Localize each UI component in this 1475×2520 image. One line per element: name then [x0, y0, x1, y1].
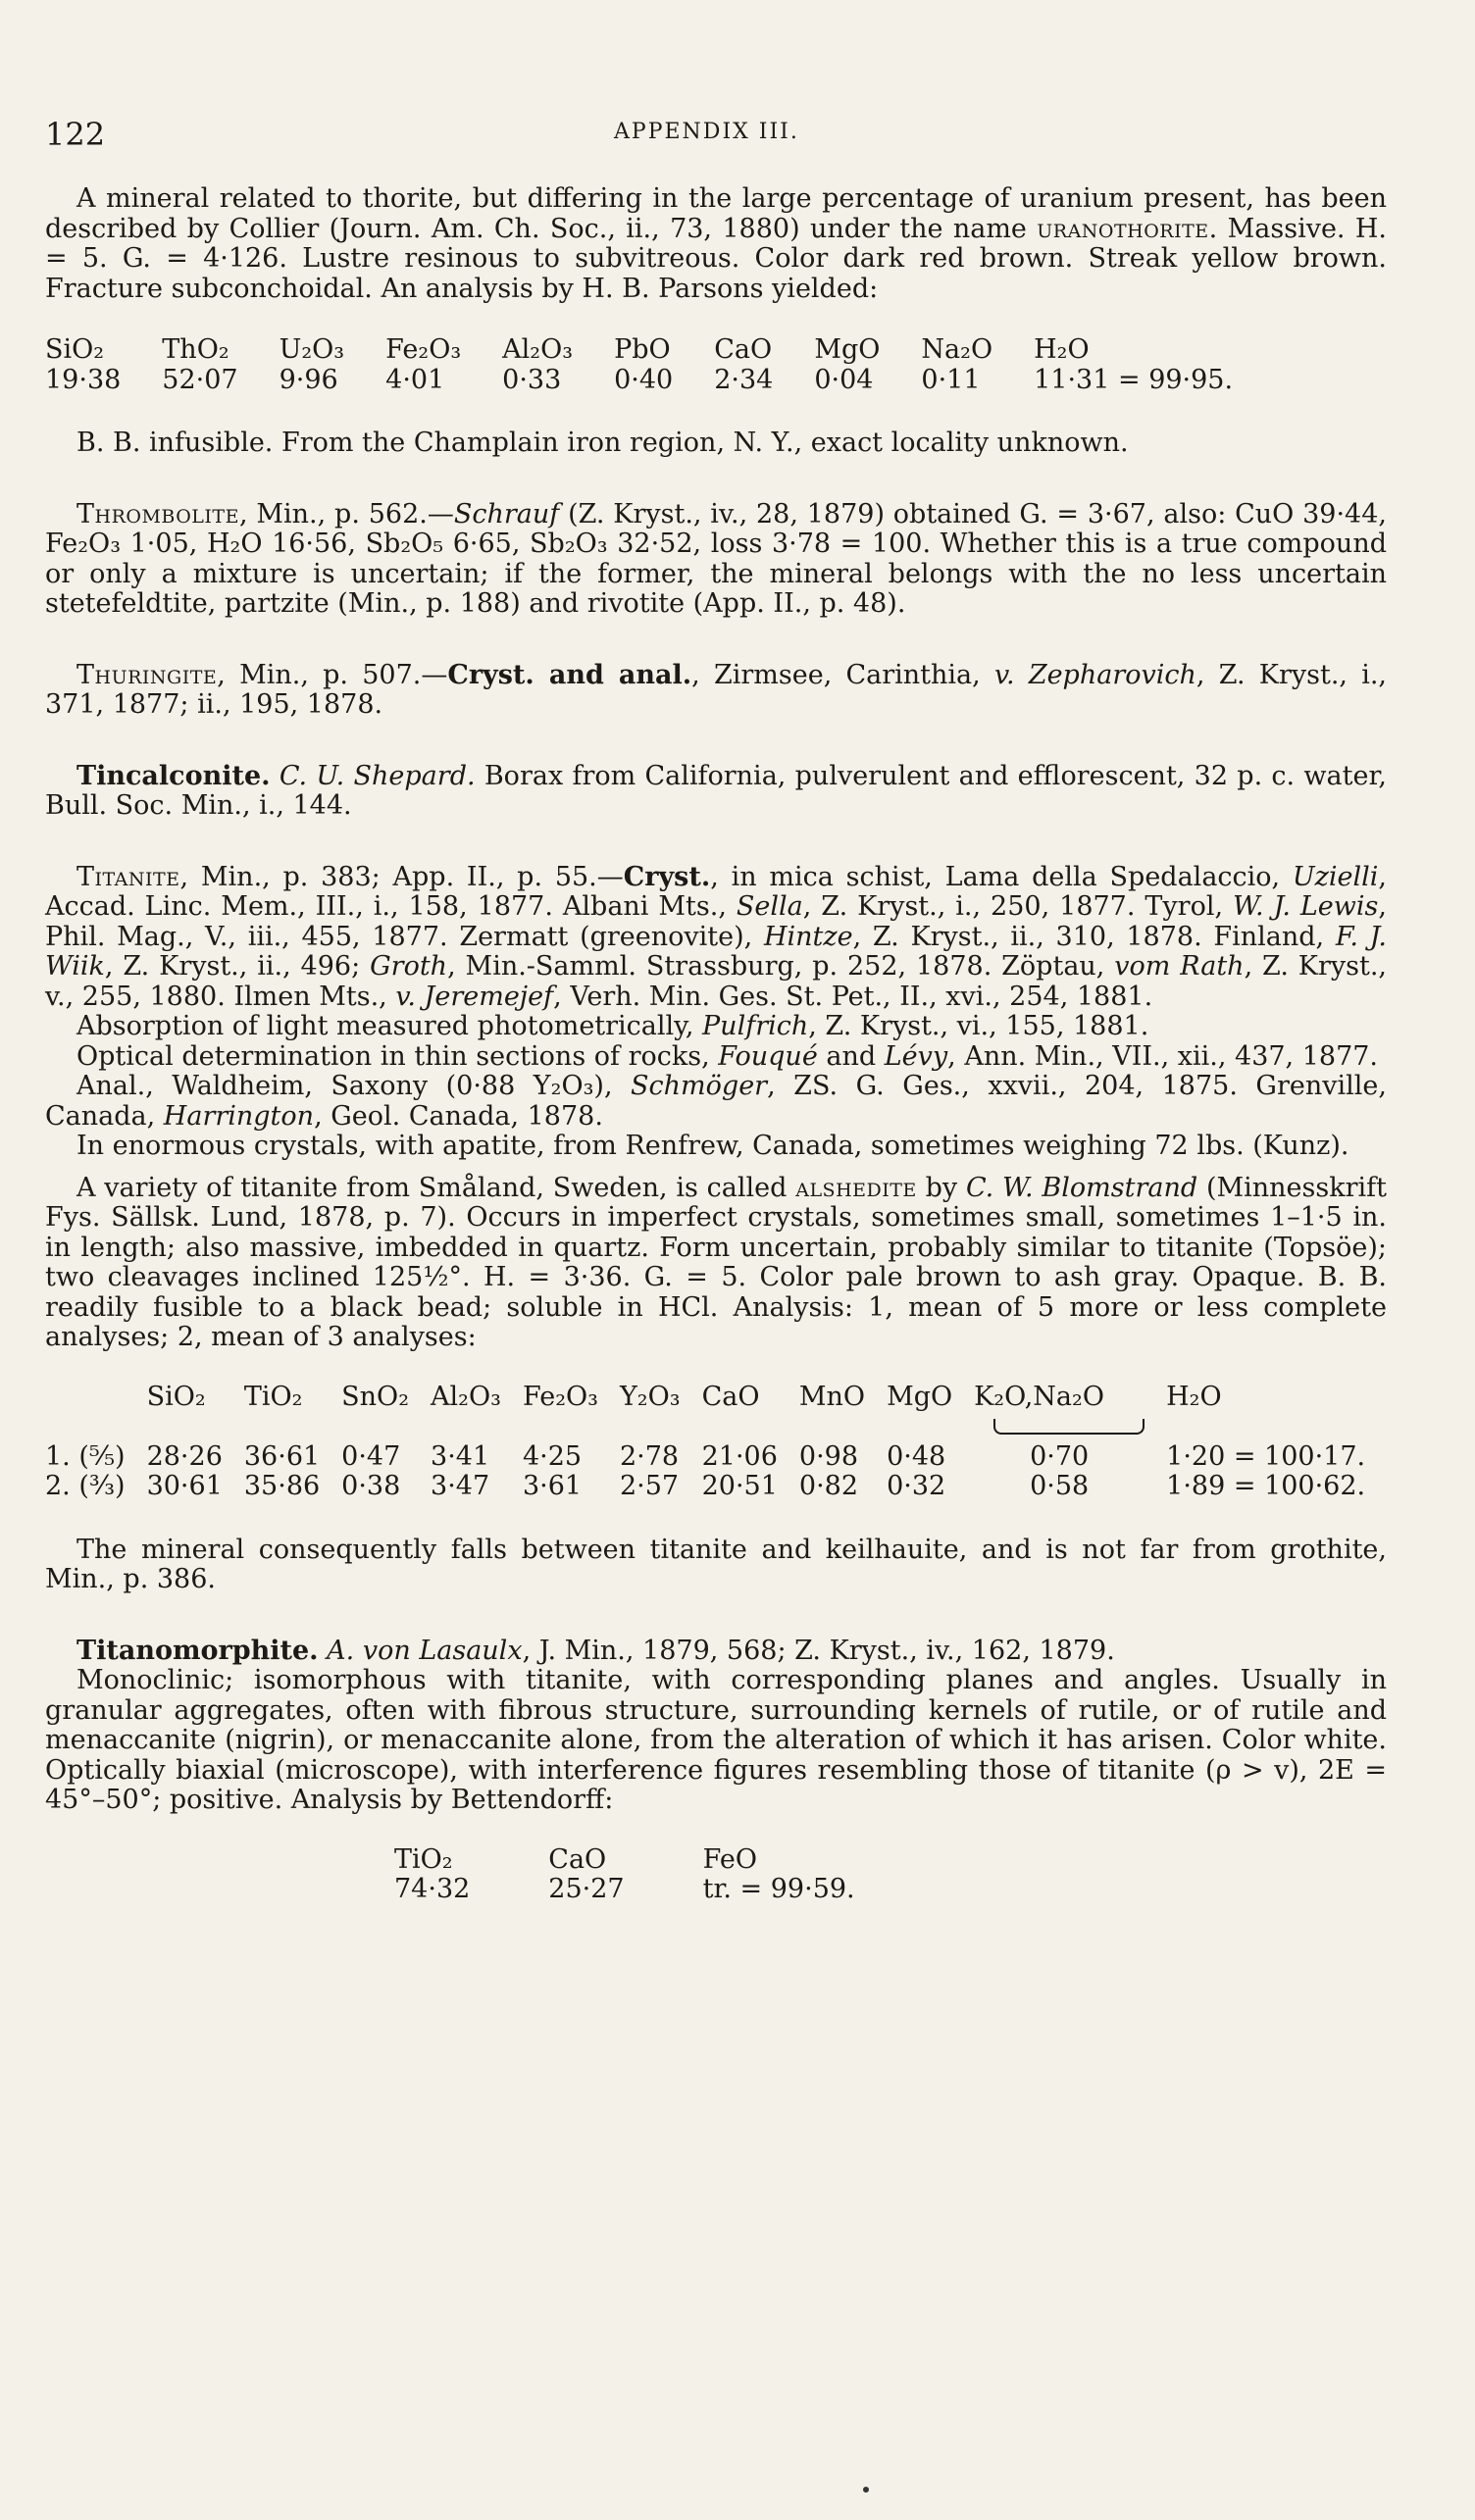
print-mark: [863, 2487, 869, 2493]
mineral-name-uranothorite: uranothorite: [1037, 213, 1209, 244]
titanomorphite-analysis-table: TiO₂ CaO FeO 74·32 25·27 tr. = 99·59.: [394, 1843, 855, 1904]
titanite-optical: Optical determination in thin sections of rocks, Fouqué and Lévy, Ann. Min., VII., xii., 437, 1877.: [76, 1040, 1379, 1072]
uranothorite-analysis-table: SiO₂ ThO₂ U₂O₃ Fe₂O₃ Al₂O₃ PbO CaO MgO Na₂O H₂O 19·38 52·07 9·96 4·01 0·33 0·40 2·34 0·04 0·11 11·31 = 99·95.: [45, 334, 1234, 395]
uranothorite-paragraph: A mineral related to thorite, but differing in the large percentage of uranium present, has been described by Collier (Journ. Am. Ch. Soc., ii., 73, 1880) under the name uranothorite. Massive. H. = 5. G. = 4·126. Lustre resinous to subvitreous. Color dark red brown. Streak yellow brown. Fracture subconchoidal. An analysis by H. B. Parsons yielded:: [45, 183, 1387, 304]
mineral-name-thrombolite: Thrombolite: [76, 498, 239, 529]
alshedite-analysis-table: SiO₂ TiO₂ SnO₂ Al₂O₃ Fe₂O₃ Y₂O₃ CaO MnO MgO K₂O,Na₂O H₂O 1. (⁵⁄₅) 28·26 36·61 0·47 3·41 4·25 2·78 21·06 0·98 0·48 0·70 1·20 = 100·17. 2. (³⁄₃) 30·61 35·86 0·38 3·47 3·61 2·57 20·51 0·82 0·32 0·58 1·89 = 100·62.: [45, 1383, 1387, 1502]
titanite-crystals: In enormous crystals, with apatite, from Renfrew, Canada, sometimes weighing 72 lbs. (Kunz).: [76, 1131, 1349, 1161]
page-header: [45, 116, 1387, 155]
titanite-entry: Titanite, Min., p. 383; App. II., p. 55.—Cryst., in mica schist, Lama della Spedalaccio, Uzielli, Accad. Linc. Mem., III., i., 158, 1877. Albani Mts., Sella, Z. Kryst., i., 250, 1877. Tyrol, W. J. Lewis, Phil. Mag., V., iii., 455, 1877. Zermatt (greenovite), Hintze, Z. Kryst., ii., 310, 1878. Finland, F. J. Wiik, Z. Kryst., ii., 496; Groth, Min.-Samml. Strassburg, p. 252, 1878. Zöptau, vom Rath, Z. Kryst., v., 255, 1880. Ilmen Mts., v. Jeremejef, Verh. Min. Ges. St. Pet., II., xvi., 254, 1881.: [45, 861, 1388, 1012]
mineral-name-thuringite: Thuringite: [76, 659, 218, 690]
titanomorphite-description: Monoclinic; isomorphous with titanite, with corresponding planes and angles. Usually in granular aggregates, often with fibrous structure, surrounding kernels of rutile, or of rutile and menaccanite (nigrin), or menaccanite alone, from the alteration of which it has arisen. Color white. Optically biaxial (microscope), with interference figures resembling those of titanite (ρ > v), 2E = 45°–50°; positive. Analysis by Bettendorff:: [45, 1665, 1387, 1815]
page-number: 122: [45, 116, 106, 153]
mineral-name-titanite: Titanite: [76, 861, 180, 892]
table-row: 1. (⁵⁄₅) 28·26 36·61 0·47 3·41 4·25 2·78 21·06 0·98 0·48 0·70 1·20 = 100·17.: [45, 1440, 1366, 1472]
mineral-name-titanomorphite: Titanomorphite.: [76, 1635, 319, 1666]
thrombolite-entry: Thrombolite, Min., p. 562.—Schrauf (Z. Kryst., iv., 28, 1879) obtained G. = 3·67, also: CuO 39·44, Fe₂O₃ 1·05, H₂O 16·56, Sb₂O₅ 6·65, Sb₂O₃ 32·52, loss 3·78 = 100. Whether this is a true compound or only a mixture is uncertain; if the former, the mineral belongs with the no less uncertain stetefeldtite, partzite (Min., p. 188) and rivotite (App. II., p. 48).: [45, 498, 1387, 619]
mineral-name-tincalconite: Tincalconite.: [76, 760, 271, 791]
mineral-name-alshedite: alshedite: [795, 1172, 917, 1203]
table-row: 2. (³⁄₃) 30·61 35·86 0·38 3·47 3·61 2·57 20·51 0·82 0·32 0·58 1·89 = 100·62.: [45, 1471, 1366, 1501]
tincalconite-entry: Tincalconite. C. U. Shepard. Borax from California, pulverulent and efflorescent, 32 p. c. water, Bull. Soc. Min., i., 144.: [45, 760, 1387, 821]
titanite-analysis-ref: Anal., Waldheim, Saxony (0·88 Y₂O₃), Schmöger, ZS. G. Ges., xxvii., 204, 1875. Grenville, Canada, Harrington, Geol. Canada, 1878.: [45, 1071, 1387, 1132]
titanite-conclusion: The mineral consequently falls between titanite and keilhauite, and is not far from grothite, Min., p. 386.: [45, 1534, 1387, 1594]
titanomorphite-entry: Titanomorphite. A. von Lasaulx, J. Min., 1879, 568; Z. Kryst., iv., 162, 1879.: [76, 1635, 1115, 1666]
running-head: APPENDIX III.: [614, 120, 799, 144]
brace-mark: [993, 1419, 1144, 1435]
thuringite-entry: Thuringite, Min., p. 507.—Cryst. and anal., Zirmsee, Carinthia, v. Zepharovich, Z. Kryst., i., 371, 1877; ii., 195, 1878.: [45, 659, 1388, 720]
uranothorite-bb: B. B. infusible. From the Champlain iron region, N. Y., exact locality unknown.: [76, 428, 1129, 458]
titanite-absorption: Absorption of light measured photometrically, Pulfrich, Z. Kryst., vi., 155, 1881.: [76, 1011, 1149, 1041]
page-body: [45, 184, 1387, 1905]
alshedite-paragraph: A variety of titanite from Småland, Sweden, is called alshedite by C. W. Blomstrand (Minnesskrift Fys. Sällsk. Lund, 1878, p. 7). Occurs in imperfect crystals, sometimes small, sometimes 1–1·5 in. in length; also massive, imbedded in quartz. Form uncertain, probably similar to titanite (Topsöe); two cleavages inclined 125½°. H. = 3·36. G. = 5. Color pale brown to ash gray. Opaque. B. B. readily fusible to a black bead; soluble in HCl. Analysis: 1, mean of 5 more or less complete analyses; 2, mean of 3 analyses:: [45, 1172, 1387, 1352]
